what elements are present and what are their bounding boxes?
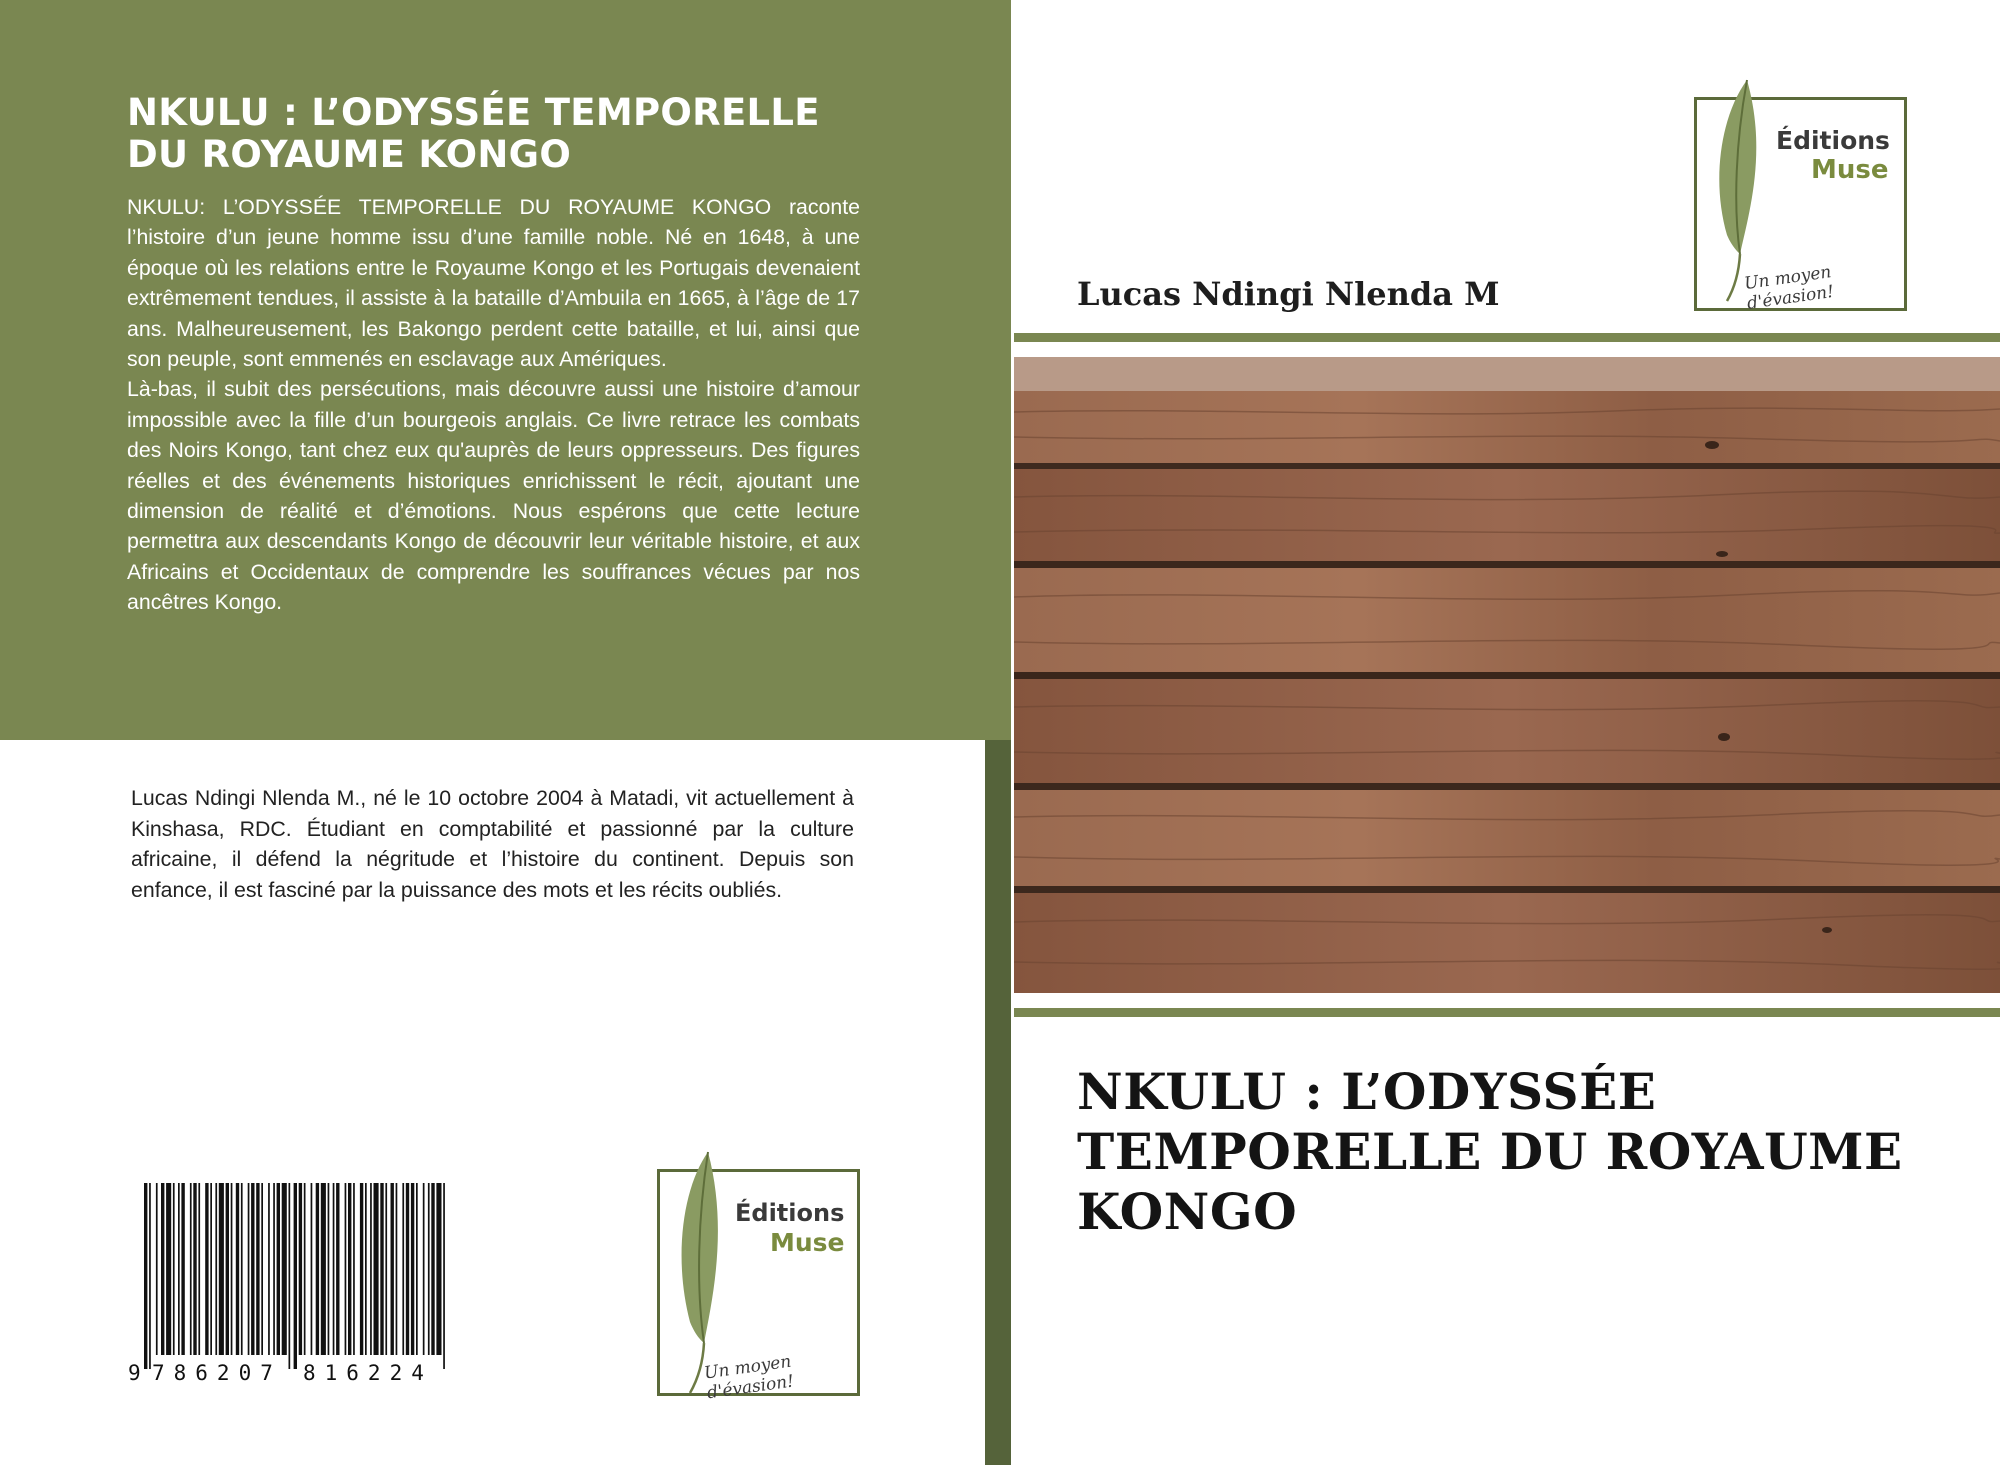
barcode-bar	[178, 1183, 180, 1355]
barcode-bar	[241, 1183, 243, 1355]
barcode-bar	[316, 1183, 319, 1355]
barcode-bar	[268, 1183, 270, 1355]
spine-divider	[1011, 0, 1012, 1465]
barcode-bar	[406, 1183, 409, 1355]
barcode-bar	[391, 1183, 394, 1355]
barcode-bar	[396, 1183, 398, 1355]
front-cover-rule-top	[1014, 333, 2000, 342]
barcode-digit-prefix: 9	[128, 1361, 141, 1383]
back-cover-summary	[127, 192, 860, 618]
publisher-word-editions: Éditions	[1776, 126, 1890, 155]
spine-strip	[985, 740, 1011, 1465]
barcode-bar	[360, 1183, 363, 1355]
barcode-bar	[231, 1183, 233, 1355]
barcode-bar	[277, 1183, 280, 1355]
barcode-bar	[402, 1183, 404, 1355]
barcode-bar	[428, 1183, 430, 1355]
barcode-bar	[261, 1183, 263, 1355]
barcode-bar	[416, 1183, 418, 1355]
publisher-tagline: Un moyen d'évasion!	[1742, 262, 1836, 314]
publisher-tagline: Un moyen d'évasion!	[702, 1351, 796, 1404]
publisher-logo-front	[1694, 97, 1907, 314]
barcode-bar	[289, 1183, 291, 1369]
summary-paragraph: Là-bas, il subit des persécutions, mais découvre aussi une histoire d’amour impossible avec la fille d’un bourgeois anglais. Ce livre retrace les combats des Noirs Kongo, tant chez eux qu'auprès de leurs oppresseurs. Des figures réelles et des événements historiques enrichissent le récit, ajoutant une dimension de réalité et d’émotions. Nous espérons que cette lecture permettra aux descendants Kongo de découvrir leur véritable histoire, et aux Africains et Occidentaux de comprendre les souffrances vécues par nos ancêtres Kongo.	[127, 377, 860, 615]
barcode-bar	[385, 1183, 387, 1355]
barcode-bar	[336, 1183, 339, 1355]
barcode-bar	[423, 1183, 425, 1355]
barcode-bar	[190, 1183, 192, 1355]
barcode-bar	[215, 1183, 217, 1355]
summary-paragraph: NKULU: L’ODYSSÉE TEMPORELLE DU ROYAUME KONGO raconte l’histoire d’un jeune homme issu d’une famille noble. Né en 1648, à une époque où les relations entre le Royaume Kongo et les Portugais devenaient extrêmement tendues, il assiste à la bataille d’Ambuila en 1665, à l’âge de 17 ans. Malheureusement, les Bakongo perdent cette bataille, et lui, ainsi que son peuple, sont emmenés en esclavage aux Amériques.	[127, 195, 860, 372]
barcode-bar	[236, 1183, 239, 1355]
barcode-bar	[149, 1183, 151, 1369]
barcode-bar	[436, 1183, 441, 1355]
barcode-bar	[219, 1183, 224, 1355]
barcode-bar	[193, 1183, 196, 1355]
barcode-bar	[299, 1183, 302, 1355]
front-cover-author: Lucas Ndingi Nlenda M	[1077, 275, 1500, 313]
barcode-bar	[273, 1183, 275, 1355]
barcode-bar	[282, 1183, 287, 1355]
barcode-graphic	[128, 1183, 458, 1383]
barcode-bar	[161, 1183, 164, 1355]
publisher-word-editions: Éditions	[735, 1199, 845, 1227]
barcode-bar	[210, 1183, 212, 1355]
wood-planks-image	[1014, 357, 2000, 993]
back-cover-title: NKULU : L’ODYSSÉE TEMPORELLE DU ROYAUME KONGO	[127, 91, 820, 176]
publisher-word-muse: Muse	[1811, 155, 1889, 185]
barcode-bar	[251, 1183, 254, 1355]
author-bio: Lucas Ndingi Nlenda M., né le 10 octobre 2004 à Matadi, vit actuellement à Kinshasa, RDC. Étudiant en comptabilité et passionné par la culture africaine, il défend la négritude et l’histoire du continent. Depuis son enfance, il est fasciné par la puissance des mots et les récits oubliés.	[131, 786, 854, 902]
barcode-bar	[431, 1183, 434, 1355]
barcode-bar	[144, 1183, 147, 1369]
barcode-digits-left: 786207	[152, 1361, 282, 1383]
front-cover-rule-bottom	[1014, 1008, 2000, 1017]
isbn-barcode	[128, 1183, 458, 1383]
barcode-bar	[333, 1183, 335, 1355]
barcode-bar	[226, 1183, 229, 1355]
barcode-bar	[256, 1183, 259, 1355]
publisher-word-muse: Muse	[770, 1228, 845, 1257]
barcode-bar	[380, 1183, 383, 1355]
barcode-digits-right: 816224	[303, 1361, 433, 1383]
barcode-bar	[348, 1183, 351, 1355]
barcode-bar	[345, 1183, 347, 1355]
barcode-bar	[411, 1183, 414, 1355]
barcode-bar	[166, 1183, 171, 1355]
barcode-bar	[248, 1183, 250, 1355]
front-cover-title: NKULU : L’ODYSSÉE TEMPORELLE DU ROYAUME KONGO	[1077, 1062, 1903, 1241]
barcode-bar	[205, 1183, 208, 1355]
barcode-bar	[353, 1183, 355, 1355]
barcode-bar	[443, 1183, 445, 1369]
barcode-bar	[321, 1183, 326, 1355]
barcode-bar	[365, 1183, 367, 1355]
publisher-logo-back	[657, 1169, 860, 1404]
barcode-bar	[370, 1183, 372, 1355]
wood-texture	[1014, 357, 2000, 993]
barcode-bar	[294, 1183, 297, 1369]
barcode-bar	[328, 1183, 330, 1355]
barcode-bar	[374, 1183, 379, 1355]
barcode-bar	[156, 1183, 158, 1355]
barcode-bar	[311, 1183, 313, 1355]
barcode-bar	[198, 1183, 200, 1355]
barcode-bar	[304, 1183, 306, 1355]
barcode-bar	[181, 1183, 184, 1355]
barcode-bar	[173, 1183, 175, 1355]
